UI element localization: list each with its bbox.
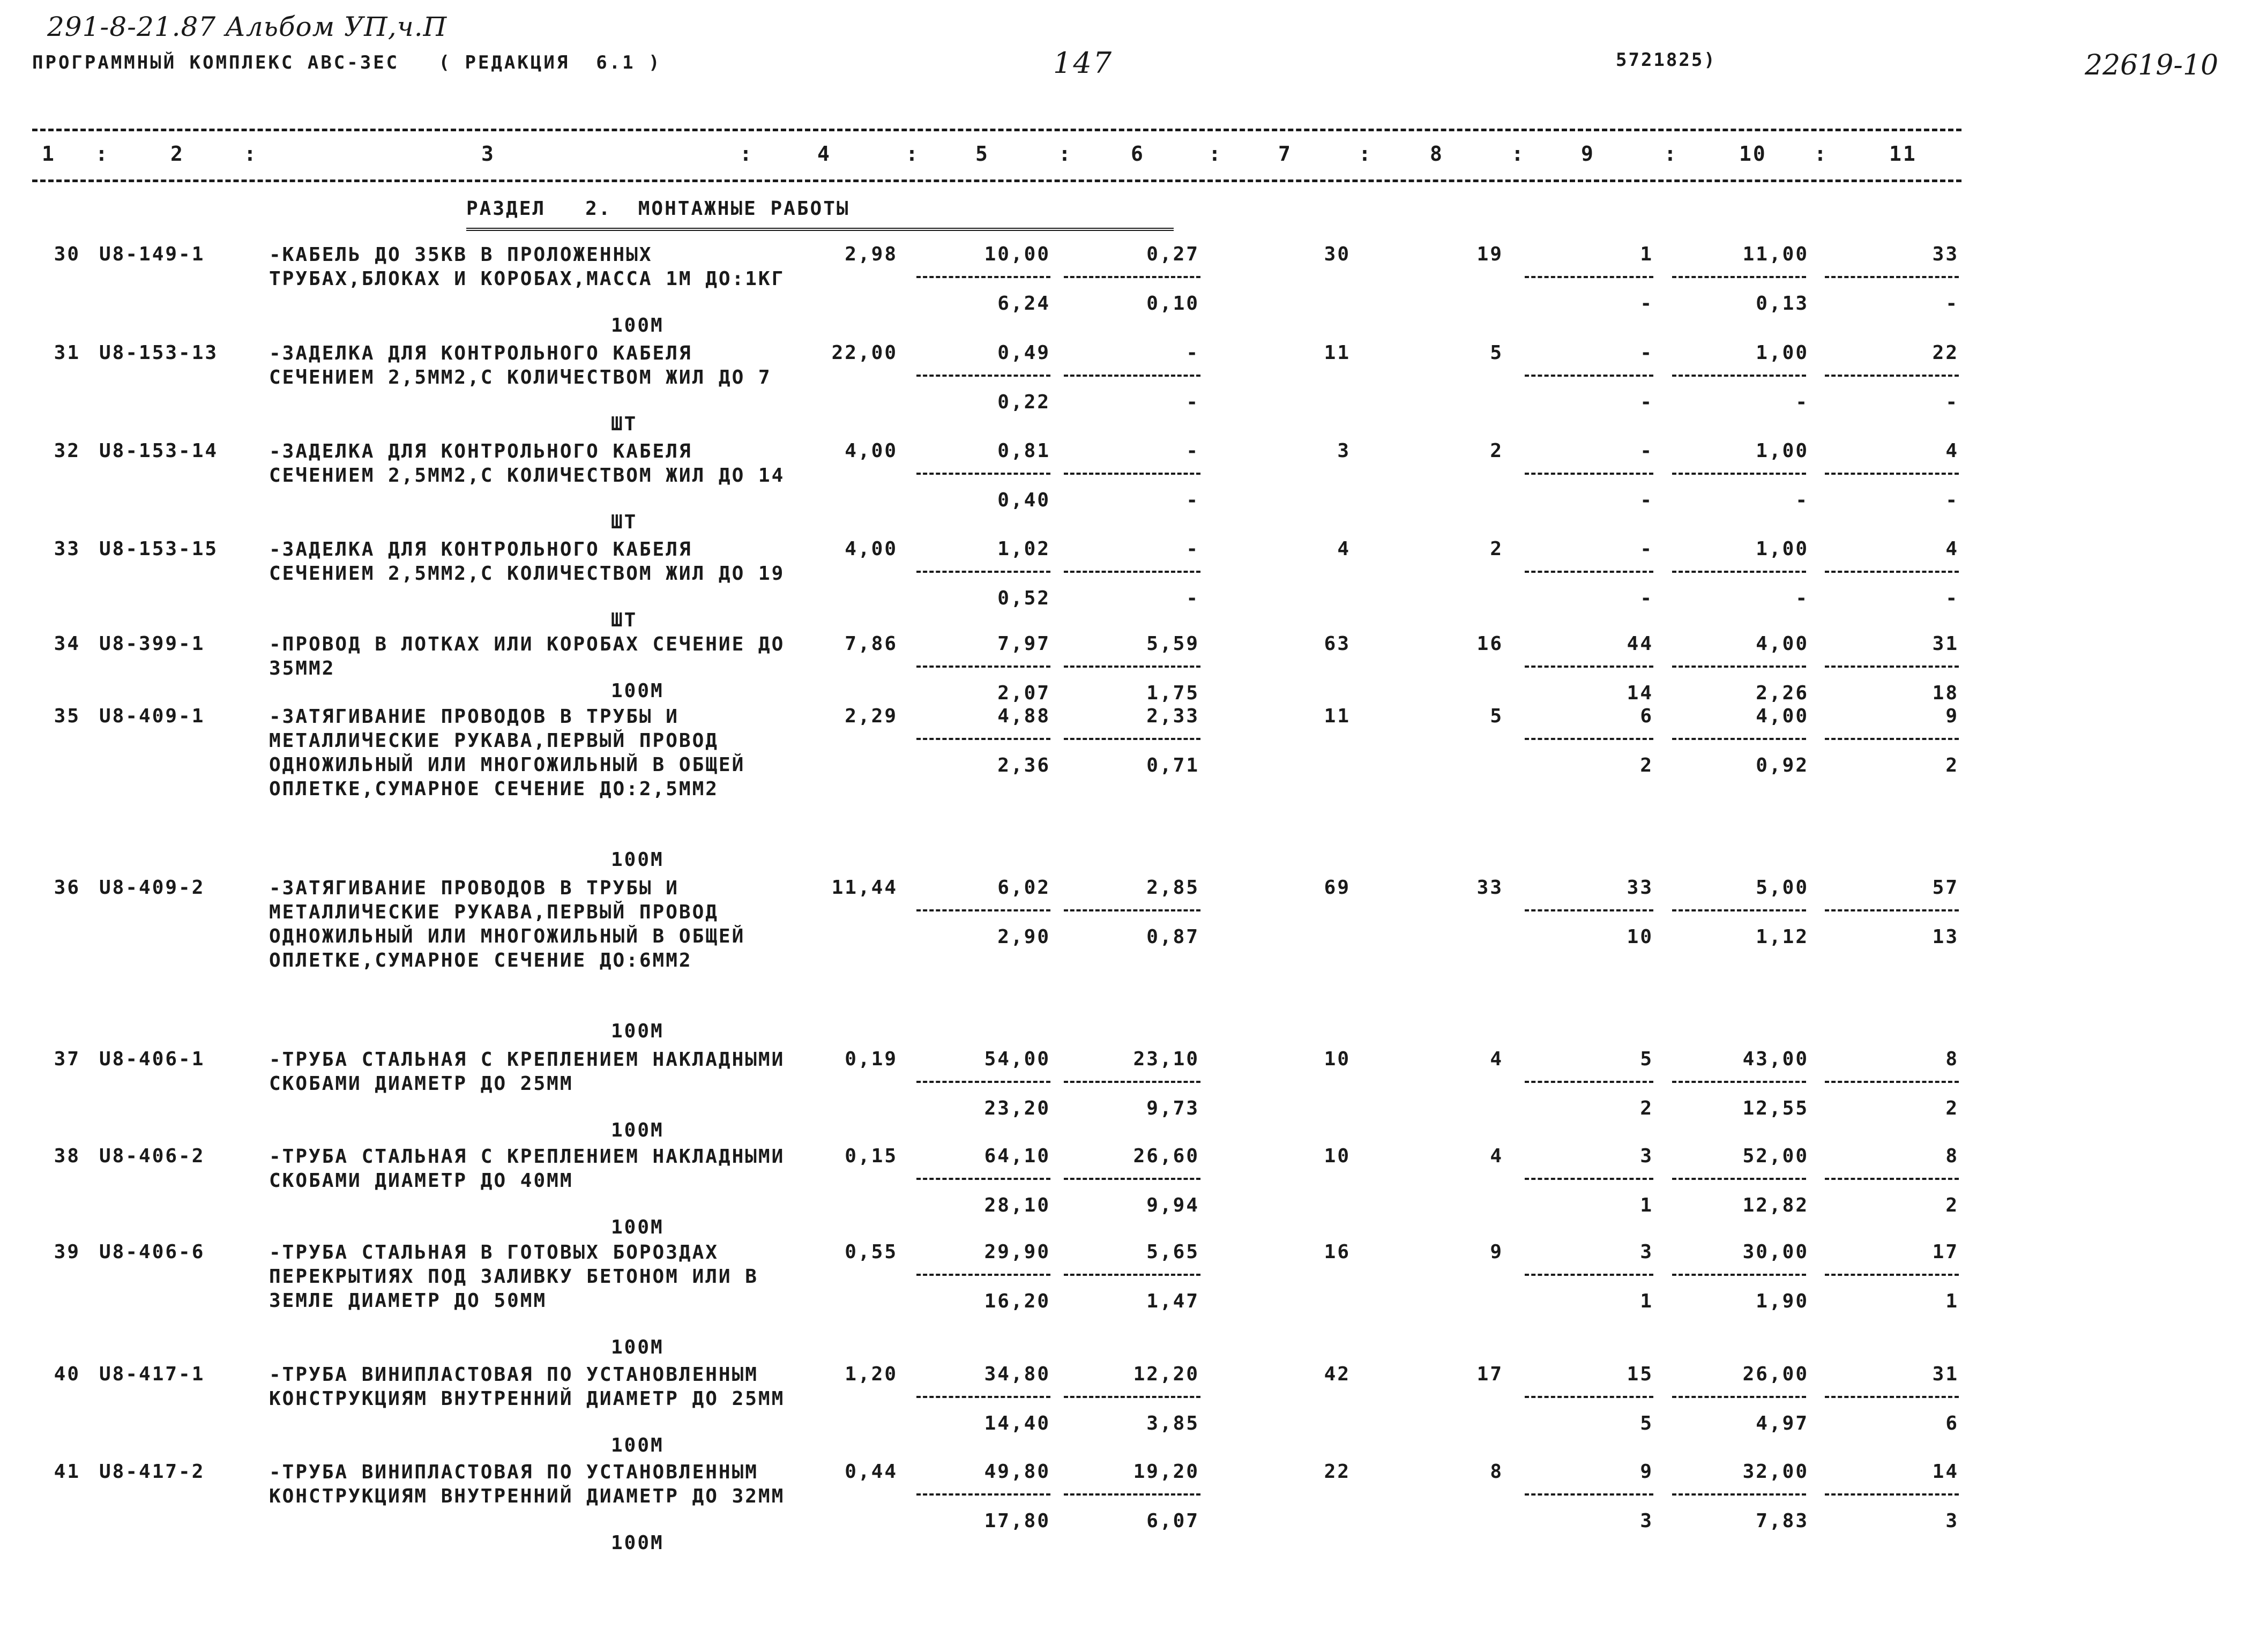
labor-total: 57	[1932, 877, 1959, 899]
labor-total-machinists: -	[1945, 587, 1959, 609]
work-description: -ЗАДЕЛКА ДЛЯ КОНТРОЛЬНОГО КАБЕЛЯ СЕЧЕНИЕМ 2,5ММ2,С КОЛИЧЕСТВОМ ЖИЛ ДО 19	[269, 539, 785, 585]
labor-total-machinists: 1	[1945, 1290, 1959, 1312]
quantity: 4,00	[845, 538, 898, 560]
rate-code: U8-406-6	[99, 1241, 205, 1263]
machine-cost-wages: 9,73	[1146, 1097, 1199, 1119]
fraction-divider	[1064, 473, 1200, 475]
fraction-divider	[916, 375, 1050, 377]
total-cost: 69	[1324, 877, 1351, 899]
fraction-divider	[1672, 571, 1806, 573]
fraction-divider	[1525, 1081, 1653, 1083]
rate-code: U8-409-1	[99, 705, 205, 727]
fraction-divider	[1825, 738, 1959, 740]
fraction-divider	[916, 1081, 1050, 1083]
labor-total: 33	[1932, 243, 1959, 265]
fraction-divider	[1525, 909, 1653, 911]
rate-code: U8-417-1	[99, 1363, 205, 1385]
labor-unit-machinists: -	[1795, 391, 1809, 413]
row-number: 41	[54, 1461, 80, 1483]
quantity: 1,20	[845, 1363, 898, 1385]
fraction-divider	[1825, 473, 1959, 475]
col-1: 1	[42, 142, 56, 166]
labor-unit: 52,00	[1742, 1145, 1809, 1167]
work-description: -ЗАДЕЛКА ДЛЯ КОНТРОЛЬНОГО КАБЕЛЯ СЕЧЕНИЕМ 2,5ММ2,С КОЛИЧЕСТВОМ ЖИЛ ДО 14	[269, 440, 785, 487]
unit-cost: 0,49	[997, 342, 1050, 364]
labor-total: 4	[1945, 440, 1959, 462]
machine-cost-wages: -	[1186, 489, 1199, 511]
total-cost: 63	[1324, 633, 1351, 655]
unit-cost: 64,10	[984, 1145, 1050, 1167]
machine-cost: 5,59	[1146, 633, 1199, 655]
row-number: 39	[54, 1241, 80, 1263]
rate-code: U8-149-1	[99, 243, 205, 265]
total-cost: 11	[1324, 342, 1351, 364]
fraction-divider	[1672, 909, 1806, 911]
fraction-divider	[1525, 276, 1653, 278]
machine-operation-wages: 3	[1640, 1510, 1653, 1532]
machine-operation: 3	[1640, 1145, 1653, 1167]
machine-cost: 26,60	[1133, 1145, 1199, 1167]
machine-operation-wages: -	[1640, 587, 1653, 609]
machine-cost-wages: 0,87	[1146, 926, 1199, 948]
labor-total-machinists: 2	[1945, 754, 1959, 776]
unit-cost: 6,02	[997, 877, 1050, 899]
total-cost: 4	[1337, 538, 1351, 560]
fraction-divider	[1064, 1081, 1200, 1083]
machine-cost-wages: 9,94	[1146, 1194, 1199, 1216]
col-10: 10	[1739, 142, 1767, 166]
work-description: -КАБЕЛЬ ДО 35КВ В ПРОЛОЖЕННЫХ ТРУБАХ,БЛОКАХ И КОРОБАХ,МАССА 1М ДО:1КГ	[269, 244, 785, 290]
fraction-divider	[916, 1274, 1050, 1276]
fraction-divider	[1525, 571, 1653, 573]
fraction-divider	[1064, 738, 1200, 740]
fraction-divider	[1672, 1274, 1806, 1276]
base-wages: 2	[1490, 538, 1503, 560]
fraction-divider	[1825, 276, 1959, 278]
rate-code: U8-153-14	[99, 440, 219, 462]
fraction-divider	[1672, 738, 1806, 740]
unit-of-measure: 100М	[611, 315, 664, 337]
labor-unit: 1,00	[1756, 538, 1809, 560]
fraction-divider	[1672, 666, 1806, 668]
row-number: 34	[54, 633, 80, 655]
row-number: 30	[54, 243, 80, 265]
unit-cost: 1,02	[997, 538, 1050, 560]
row-number: 37	[54, 1048, 80, 1070]
machine-cost: 2,33	[1146, 705, 1199, 727]
unit-cost: 29,90	[984, 1241, 1050, 1263]
quantity: 22,00	[831, 342, 898, 364]
fraction-divider	[1064, 1274, 1200, 1276]
fraction-divider	[916, 1493, 1050, 1496]
quantity: 0,19	[845, 1048, 898, 1070]
fraction-divider	[1825, 1081, 1959, 1083]
labor-unit: 43,00	[1742, 1048, 1809, 1070]
unit-of-measure: 100М	[611, 849, 664, 871]
labor-total-machinists: 2	[1945, 1097, 1959, 1119]
machine-cost: 12,20	[1133, 1363, 1199, 1385]
base-wages: 17	[1476, 1363, 1503, 1385]
rate-code: U8-406-2	[99, 1145, 205, 1167]
machine-cost: 2,85	[1146, 877, 1199, 899]
labor-unit-machinists: 1,12	[1756, 926, 1809, 948]
work-description: -ТРУБА ВИНИПЛАСТОВАЯ ПО УСТАНОВЛЕННЫМ КОНСТРУКЦИЯМ ВНУТРЕННИЙ ДИАМЕТР ДО 32ММ	[269, 1461, 785, 1507]
rate-code: U8-409-2	[99, 877, 205, 899]
unit-cost: 7,97	[997, 633, 1050, 655]
labor-total-machinists: 18	[1932, 682, 1959, 704]
labor-unit: 4,00	[1756, 705, 1809, 727]
labor-total: 17	[1932, 1241, 1959, 1263]
unit-cost-wages: 16,20	[984, 1290, 1050, 1312]
labor-unit-machinists: -	[1795, 489, 1809, 511]
base-wages: 8	[1490, 1461, 1503, 1483]
machine-operation: 33	[1627, 877, 1653, 899]
fraction-divider	[1064, 666, 1200, 668]
unit-cost-wages: 14,40	[984, 1412, 1050, 1434]
rate-code: U8-417-2	[99, 1461, 205, 1483]
fraction-divider	[916, 666, 1050, 668]
unit-of-measure: 100М	[611, 1434, 664, 1456]
machine-operation-wages: 1	[1640, 1290, 1653, 1312]
base-wages: 33	[1476, 877, 1503, 899]
machine-operation-wages: -	[1640, 391, 1653, 413]
fraction-divider	[1064, 375, 1200, 377]
col-11: 11	[1889, 142, 1917, 166]
base-wages: 4	[1490, 1145, 1503, 1167]
machine-operation-wages: -	[1640, 489, 1653, 511]
col-8: 8	[1430, 142, 1444, 166]
document-code: 5721825)	[1616, 49, 1717, 71]
machine-cost: 0,27	[1146, 243, 1199, 265]
fraction-divider	[1825, 1396, 1959, 1398]
unit-cost-wages: 0,22	[997, 391, 1050, 413]
fraction-divider	[1825, 1493, 1959, 1496]
labor-total-machinists: 6	[1945, 1412, 1959, 1434]
fraction-divider	[1672, 473, 1806, 475]
work-description: -ЗАТЯГИВАНИЕ ПРОВОДОВ В ТРУБЫ И МЕТАЛЛИЧЕСКИЕ РУКАВА,ПЕРВЫЙ ПРОВОД ОДНОЖИЛЬНЫЙ ИЛИ МНОГОЖИЛЬНЫЙ В ОБЩЕЙ ОПЛЕТКЕ,СУМАРНОЕ СЕЧЕНИЕ ДО:2,5ММ2	[269, 706, 745, 800]
fraction-divider	[1525, 1178, 1653, 1180]
fraction-divider	[1672, 375, 1806, 377]
fraction-divider	[1064, 1493, 1200, 1496]
fraction-divider	[1525, 1274, 1653, 1276]
unit-cost: 10,00	[984, 243, 1050, 265]
base-wages: 16	[1476, 633, 1503, 655]
section-title: РАЗДЕЛ 2. МОНТАЖНЫЕ РАБОТЫ	[466, 198, 850, 220]
total-cost: 10	[1324, 1048, 1351, 1070]
col-2: 2	[170, 142, 184, 166]
machine-operation: 44	[1627, 633, 1653, 655]
unit-of-measure: ШТ	[611, 413, 638, 435]
labor-unit-machinists: 0,92	[1756, 754, 1809, 776]
fraction-divider	[1064, 1178, 1200, 1180]
unit-cost-wages: 0,52	[997, 587, 1050, 609]
labor-total: 8	[1945, 1145, 1959, 1167]
unit-cost-wages: 23,20	[984, 1097, 1050, 1119]
col-sep: :	[1209, 142, 1222, 166]
machine-operation-wages: 5	[1640, 1412, 1653, 1434]
work-description: -ПРОВОД В ЛОТКАХ ИЛИ КОРОБАХ СЕЧЕНИЕ ДО 35ММ2	[269, 633, 785, 679]
unit-of-measure: 100М	[611, 1119, 664, 1141]
labor-unit-machinists: 7,83	[1756, 1510, 1809, 1532]
section-title-underline	[466, 228, 1174, 231]
document-reference: 291-8-21.87 Альбом УП,ч.П	[47, 11, 447, 42]
quantity: 7,86	[845, 633, 898, 655]
labor-total-machinists: 13	[1932, 926, 1959, 948]
machine-cost: -	[1186, 440, 1199, 462]
machine-operation: -	[1640, 538, 1653, 560]
unit-cost: 0,81	[997, 440, 1050, 462]
fraction-divider	[1064, 276, 1200, 278]
base-wages: 2	[1490, 440, 1503, 462]
base-wages: 4	[1490, 1048, 1503, 1070]
col-sep: :	[1359, 142, 1373, 166]
machine-operation: 15	[1627, 1363, 1653, 1385]
quantity: 4,00	[845, 440, 898, 462]
fraction-divider	[1525, 473, 1653, 475]
total-cost: 22	[1324, 1461, 1351, 1483]
row-number: 35	[54, 705, 80, 727]
machine-cost-wages: -	[1186, 587, 1199, 609]
col-sep: :	[1814, 142, 1828, 166]
labor-unit: 1,00	[1756, 342, 1809, 364]
work-description: -ТРУБА СТАЛЬНАЯ С КРЕПЛЕНИЕМ НАКЛАДНЫМИ СКОБАМИ ДИАМЕТР ДО 25ММ	[269, 1049, 785, 1095]
work-description: -ЗАДЕЛКА ДЛЯ КОНТРОЛЬНОГО КАБЕЛЯ СЕЧЕНИЕМ 2,5ММ2,С КОЛИЧЕСТВОМ ЖИЛ ДО 7	[269, 342, 772, 388]
col-sep: :	[1058, 142, 1072, 166]
labor-unit: 11,00	[1742, 243, 1809, 265]
unit-of-measure: 100М	[611, 680, 664, 702]
fraction-divider	[1825, 909, 1959, 911]
fraction-divider	[1525, 1396, 1653, 1398]
col-sep: :	[1511, 142, 1525, 166]
col-3: 3	[481, 142, 495, 166]
unit-cost-wages: 2,36	[997, 754, 1050, 776]
fraction-divider	[1064, 1396, 1200, 1398]
col-4: 4	[817, 142, 831, 166]
unit-cost-wages: 2,07	[997, 682, 1050, 704]
table-top-rule	[32, 129, 1961, 131]
machine-operation-wages: -	[1640, 293, 1653, 315]
machine-cost-wages: 0,10	[1146, 293, 1199, 315]
machine-operation: -	[1640, 440, 1653, 462]
labor-total-machinists: -	[1945, 391, 1959, 413]
labor-unit-machinists: 2,26	[1756, 682, 1809, 704]
machine-cost-wages: 3,85	[1146, 1412, 1199, 1434]
machine-cost: -	[1186, 342, 1199, 364]
row-number: 32	[54, 440, 80, 462]
unit-of-measure: 100М	[611, 1336, 664, 1358]
quantity: 0,44	[845, 1461, 898, 1483]
row-number: 36	[54, 877, 80, 899]
machine-operation-wages: 14	[1627, 682, 1653, 704]
machine-cost: 19,20	[1133, 1461, 1199, 1483]
rate-code: U8-153-15	[99, 538, 219, 560]
machine-cost: -	[1186, 538, 1199, 560]
rate-code: U8-153-13	[99, 342, 219, 364]
col-5: 5	[975, 142, 989, 166]
labor-unit-machinists: 0,13	[1756, 293, 1809, 315]
labor-unit-machinists: 1,90	[1756, 1290, 1809, 1312]
table-header-rule	[32, 180, 1961, 182]
work-description: -ТРУБА СТАЛЬНАЯ С КРЕПЛЕНИЕМ НАКЛАДНЫМИ СКОБАМИ ДИАМЕТР ДО 40ММ	[269, 1146, 785, 1192]
labor-total: 9	[1945, 705, 1959, 727]
machine-operation-wages: 10	[1627, 926, 1653, 948]
unit-of-measure: 100М	[611, 1532, 664, 1554]
unit-of-measure: 100М	[611, 1020, 664, 1042]
machine-operation: 3	[1640, 1241, 1653, 1263]
total-cost: 11	[1324, 705, 1351, 727]
base-wages: 5	[1490, 705, 1503, 727]
machine-cost-wages: 0,71	[1146, 754, 1199, 776]
col-sep: :	[95, 142, 109, 166]
fraction-divider	[1825, 571, 1959, 573]
unit-cost-wages: 17,80	[984, 1510, 1050, 1532]
unit-cost-wages: 28,10	[984, 1194, 1050, 1216]
unit-cost-wages: 2,90	[997, 926, 1050, 948]
work-description: -ТРУБА ВИНИПЛАСТОВАЯ ПО УСТАНОВЛЕННЫМ КОНСТРУКЦИЯМ ВНУТРЕННИЙ ДИАМЕТР ДО 25ММ	[269, 1364, 785, 1410]
labor-total-machinists: 2	[1945, 1194, 1959, 1216]
fraction-divider	[1672, 1081, 1806, 1083]
row-number: 38	[54, 1145, 80, 1167]
fraction-divider	[916, 738, 1050, 740]
col-sep: :	[244, 142, 258, 166]
fraction-divider	[1672, 276, 1806, 278]
machine-operation-wages: 2	[1640, 1097, 1653, 1119]
machine-operation: 1	[1640, 243, 1653, 265]
fraction-divider	[916, 571, 1050, 573]
total-cost: 16	[1324, 1241, 1351, 1263]
base-wages: 5	[1490, 342, 1503, 364]
rate-code: U8-406-1	[99, 1048, 205, 1070]
labor-unit-machinists: 12,55	[1742, 1097, 1809, 1119]
col-7: 7	[1278, 142, 1292, 166]
unit-of-measure: 100М	[611, 1216, 664, 1238]
fraction-divider	[1825, 1274, 1959, 1276]
labor-unit: 32,00	[1742, 1461, 1809, 1483]
quantity: 2,29	[845, 705, 898, 727]
labor-unit: 26,00	[1742, 1363, 1809, 1385]
row-number: 31	[54, 342, 80, 364]
col-sep: :	[740, 142, 754, 166]
fraction-divider	[1672, 1178, 1806, 1180]
fraction-divider	[1672, 1493, 1806, 1496]
machine-cost-wages: 1,47	[1146, 1290, 1199, 1312]
machine-cost-wages: 6,07	[1146, 1510, 1199, 1532]
fraction-divider	[1064, 571, 1200, 573]
fraction-divider	[1825, 375, 1959, 377]
machine-operation: 6	[1640, 705, 1653, 727]
fraction-divider	[1825, 1178, 1959, 1180]
machine-cost: 23,10	[1133, 1048, 1199, 1070]
labor-unit-machinists: 4,97	[1756, 1412, 1809, 1434]
total-cost: 30	[1324, 243, 1351, 265]
machine-cost: 5,65	[1146, 1241, 1199, 1263]
fraction-divider	[1064, 909, 1200, 911]
total-cost: 3	[1337, 440, 1351, 462]
labor-total: 31	[1932, 633, 1959, 655]
unit-cost: 4,88	[997, 705, 1050, 727]
labor-total-machinists: 3	[1945, 1510, 1959, 1532]
unit-cost: 34,80	[984, 1363, 1050, 1385]
labor-total: 4	[1945, 538, 1959, 560]
work-description: -ТРУБА СТАЛЬНАЯ В ГОТОВЫХ БОРОЗДАХ ПЕРЕКРЫТИЯХ ПОД ЗАЛИВКУ БЕТОНОМ ИЛИ В ЗЕМЛЕ ДИАМЕТР ДО 50ММ	[269, 1242, 758, 1312]
machine-operation: -	[1640, 342, 1653, 364]
col-sep: :	[906, 142, 920, 166]
fraction-divider	[1672, 1396, 1806, 1398]
row-number: 40	[54, 1363, 80, 1385]
unit-of-measure: ШТ	[611, 511, 638, 533]
col-sep: :	[1664, 142, 1678, 166]
quantity: 0,55	[845, 1241, 898, 1263]
labor-total: 31	[1932, 1363, 1959, 1385]
quantity: 11,44	[831, 877, 898, 899]
rate-code: U8-399-1	[99, 633, 205, 655]
labor-total: 14	[1932, 1461, 1959, 1483]
unit-cost-wages: 0,40	[997, 489, 1050, 511]
fraction-divider	[916, 473, 1050, 475]
labor-unit-machinists: 12,82	[1742, 1194, 1809, 1216]
machine-cost-wages: -	[1186, 391, 1199, 413]
labor-unit: 1,00	[1756, 440, 1809, 462]
base-wages: 19	[1476, 243, 1503, 265]
total-cost: 10	[1324, 1145, 1351, 1167]
quantity: 0,15	[845, 1145, 898, 1167]
sheet-mark: 22619-10	[2085, 49, 2219, 81]
work-description: -ЗАТЯГИВАНИЕ ПРОВОДОВ В ТРУБЫ И МЕТАЛЛИЧЕСКИЕ РУКАВА,ПЕРВЫЙ ПРОВОД ОДНОЖИЛЬНЫЙ ИЛИ МНОГОЖИЛЬНЫЙ В ОБЩЕЙ ОПЛЕТКЕ,СУМАРНОЕ СЕЧЕНИЕ ДО:6ММ2	[269, 877, 745, 971]
machine-cost-wages: 1,75	[1146, 682, 1199, 704]
row-number: 33	[54, 538, 80, 560]
fraction-divider	[1525, 666, 1653, 668]
fraction-divider	[1825, 666, 1959, 668]
fraction-divider	[916, 1396, 1050, 1398]
labor-total: 22	[1932, 342, 1959, 364]
labor-unit: 5,00	[1756, 877, 1809, 899]
machine-operation: 5	[1640, 1048, 1653, 1070]
unit-cost: 54,00	[984, 1048, 1050, 1070]
base-wages: 9	[1490, 1241, 1503, 1263]
fraction-divider	[1525, 738, 1653, 740]
total-cost: 42	[1324, 1363, 1351, 1385]
unit-of-measure: ШТ	[611, 609, 638, 631]
fraction-divider	[916, 276, 1050, 278]
labor-total-machinists: -	[1945, 293, 1959, 315]
fraction-divider	[916, 909, 1050, 911]
labor-unit: 4,00	[1756, 633, 1809, 655]
col-9: 9	[1581, 142, 1595, 166]
machine-operation: 9	[1640, 1461, 1653, 1483]
unit-cost-wages: 6,24	[997, 293, 1050, 315]
machine-operation-wages: 1	[1640, 1194, 1653, 1216]
fraction-divider	[1525, 375, 1653, 377]
col-6: 6	[1131, 142, 1145, 166]
fraction-divider	[916, 1178, 1050, 1180]
program-title: ПРОГРАММНЫЙ КОМПЛЕКС АВС-ЗЕС ( РЕДАКЦИЯ 6.1 )	[32, 52, 662, 73]
labor-total: 8	[1945, 1048, 1959, 1070]
labor-unit-machinists: -	[1795, 587, 1809, 609]
labor-unit: 30,00	[1742, 1241, 1809, 1263]
fraction-divider	[1525, 1493, 1653, 1496]
unit-cost: 49,80	[984, 1461, 1050, 1483]
quantity: 2,98	[845, 243, 898, 265]
page-number: 147	[1053, 46, 1114, 80]
labor-total-machinists: -	[1945, 489, 1959, 511]
machine-operation-wages: 2	[1640, 754, 1653, 776]
